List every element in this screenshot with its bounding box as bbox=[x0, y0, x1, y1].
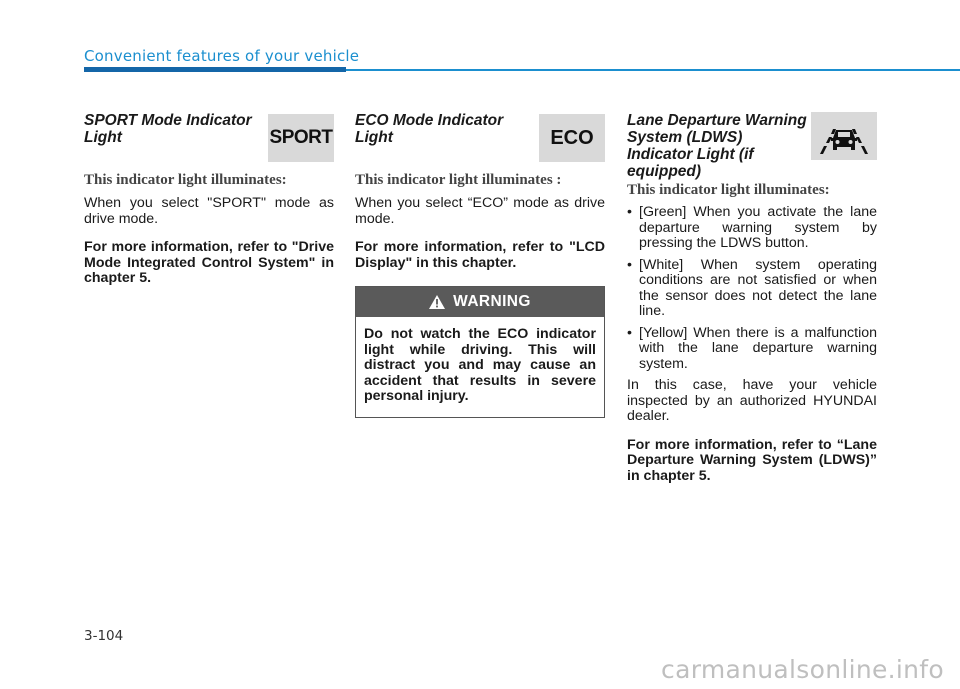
ldws-subhead: This indicator light illuminates: bbox=[627, 182, 830, 198]
sport-body: When you select "SPORT" mode as drive mode. bbox=[84, 195, 334, 227]
lane-departure-icon bbox=[811, 112, 877, 160]
sport-subhead: This indicator light illuminates: bbox=[84, 172, 287, 188]
ldws-reference: For more information, refer to “Lane Departure Warning System (LDWS)” in chapter 5. bbox=[627, 436, 877, 484]
sport-heading bbox=[84, 112, 334, 164]
eco-section bbox=[355, 112, 605, 284]
sport-title: SPORT Mode Indicator Light bbox=[84, 112, 252, 146]
eco-subhead: This indicator light illuminates : bbox=[355, 172, 562, 188]
eco-indicator-icon: ECO bbox=[539, 114, 605, 162]
warning-header bbox=[356, 287, 604, 317]
page-number: 3-104 bbox=[84, 628, 124, 644]
ldws-title: Lane Departure Warning System (LDWS) Indicator Light (if equipped) bbox=[627, 112, 807, 180]
ldws-bullet-list bbox=[627, 205, 877, 372]
list-item: • [Green] When you activate the lane departure warning system by pressing the LDWS button. bbox=[627, 205, 877, 252]
header-rule-thin bbox=[346, 69, 960, 71]
list-item: • [White] When system operating conditions are not satisfied or when the sensor does not detect the lane line. bbox=[627, 258, 877, 320]
ldws-body: In this case, have your vehicle inspected by an authorized HYUNDAI dealer. bbox=[627, 377, 877, 424]
list-item: • [Yellow] When there is a malfunction with the lane departure warning system. bbox=[627, 326, 877, 373]
warning-text: Do not watch the ECO indicator light while driving. This will distract you and may cause an accident that results in severe personal injury. bbox=[364, 326, 596, 404]
watermark-link[interactable]: carmanualsonline.info bbox=[661, 655, 944, 684]
ldws-heading bbox=[627, 112, 877, 178]
header-rule-thick bbox=[84, 67, 346, 72]
eco-body: When you select “ECO” mode as drive mode. bbox=[355, 195, 605, 227]
sport-indicator-icon: SPORT bbox=[268, 114, 334, 162]
sport-section bbox=[84, 112, 334, 300]
ldws-section bbox=[627, 112, 877, 497]
eco-heading bbox=[355, 112, 605, 164]
section-title-header: Convenient features of your vehicle bbox=[84, 47, 360, 65]
eco-reference: For more information, refer to "LCD Display" in this chapter. bbox=[355, 239, 605, 271]
sport-reference: For more information, refer to "Drive Mode Integrated Control System" in chapter 5. bbox=[84, 239, 334, 286]
warning-box bbox=[355, 286, 605, 418]
warning-label: WARNING bbox=[453, 293, 531, 310]
eco-title: ECO Mode Indicator Light bbox=[355, 112, 504, 146]
warning-triangle-icon bbox=[429, 295, 445, 309]
